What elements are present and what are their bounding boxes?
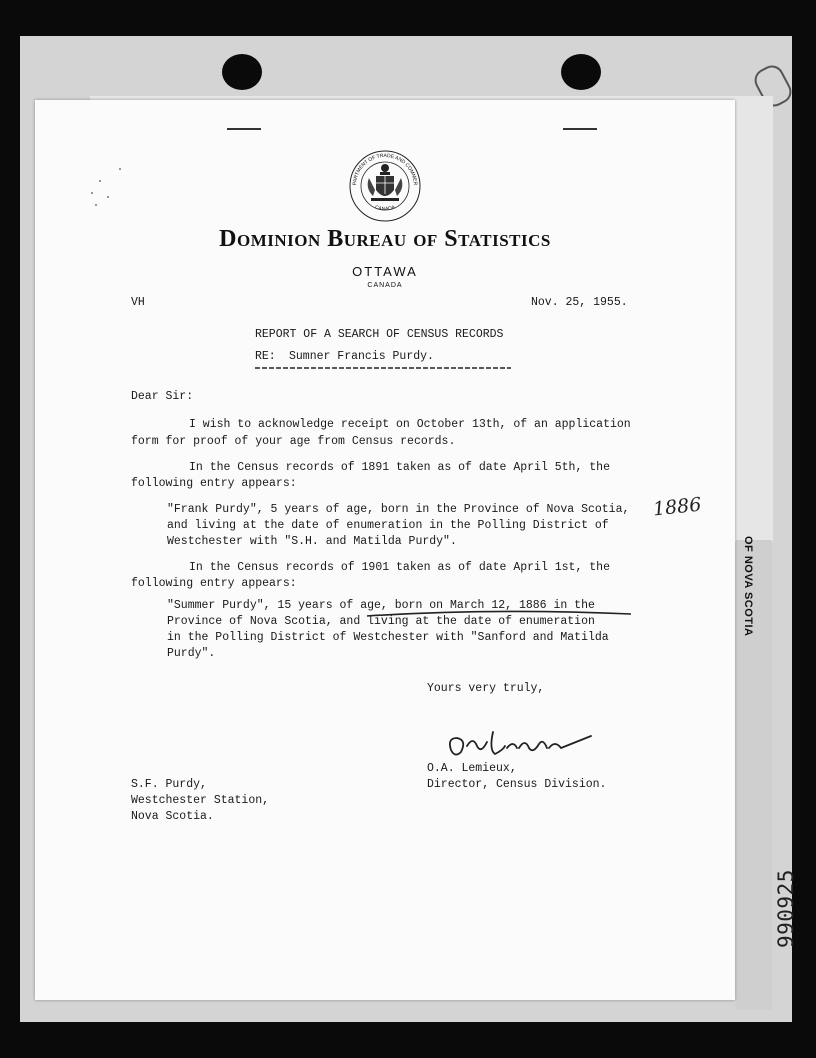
paragraph-1-line-1: I wish to acknowledge receipt on October 13th, of an application — [189, 418, 631, 431]
director-signature — [443, 720, 603, 768]
city: OTTAWA — [352, 264, 418, 279]
punch-hole-right — [561, 54, 601, 90]
entry-1891-line-1: "Frank Purdy", 5 years of age, born in the Province of Nova Scotia, — [167, 503, 630, 516]
top-mark-left — [227, 128, 261, 130]
recipient-line-1: S.F. Purdy, — [131, 778, 207, 791]
recipient-line-2: Westchester Station, — [131, 794, 270, 807]
coat-of-arms-crest — [347, 148, 423, 224]
speck — [95, 204, 97, 206]
letter-page — [35, 100, 735, 1000]
re-label: RE: — [255, 350, 276, 363]
speck — [119, 168, 121, 170]
paragraph-2-line-1: In the Census records of 1891 taken as of date April 5th, the — [189, 461, 610, 474]
recipient-line-3: Nova Scotia. — [131, 810, 214, 823]
entry-1901-line-3: in the Polling District of Westchester with "Sanford and Matilda — [167, 631, 609, 644]
letter-date: Nov. 25, 1955. — [531, 296, 628, 309]
top-mark-right — [563, 128, 597, 130]
paragraph-3-line-2: following entry appears: — [131, 577, 297, 590]
country: CANADA — [367, 282, 403, 289]
entry-1901-line-1: "Summer Purdy", 15 years of age, born on March 12, 1886 in the — [167, 599, 595, 612]
entry-1901-line-4: Purdy". — [167, 647, 216, 660]
speck — [99, 180, 101, 182]
entry-1891-line-2: and living at the date of enumeration in the Polling District of — [167, 519, 609, 532]
speck — [107, 196, 109, 198]
signer-title: Director, Census Division. — [427, 778, 607, 791]
side-label: OF NOVA SCOTIA — [742, 536, 754, 637]
margin-note-year: 1886 — [651, 493, 703, 521]
report-title: REPORT OF A SEARCH OF CENSUS RECORDS — [255, 328, 504, 341]
re-value: Sumner Francis Purdy. — [289, 350, 434, 363]
stamp-number: 990925 — [774, 869, 798, 948]
reference-code: VH — [131, 296, 145, 309]
entry-1891-line-3: Westchester with "S.H. and Matilda Purdy". — [167, 535, 457, 548]
crest-ring-text: PARTMENT OF TRADE AND COMMER — [351, 152, 419, 186]
paragraph-2-line-2: following entry appears: — [131, 477, 297, 490]
entry-1901-line-2: Province of Nova Scotia, and living at the date of enumeration — [167, 615, 595, 628]
crest-ring-bottom: CANADA — [374, 204, 396, 213]
bureau-name: Dominion Bureau of Statistics — [219, 226, 551, 252]
paragraph-1-line-2: form for proof of your age from Census records. — [131, 435, 456, 448]
closing: Yours very truly, — [427, 682, 545, 695]
handwritten-underline — [365, 606, 635, 620]
punch-hole-left — [222, 54, 262, 90]
re-underline — [255, 366, 511, 370]
signer-name: O.A. Lemieux, — [427, 762, 517, 775]
salutation: Dear Sir: — [131, 390, 194, 403]
paragraph-3-line-1: In the Census records of 1901 taken as of date April 1st, the — [189, 561, 610, 574]
speck — [91, 192, 93, 194]
